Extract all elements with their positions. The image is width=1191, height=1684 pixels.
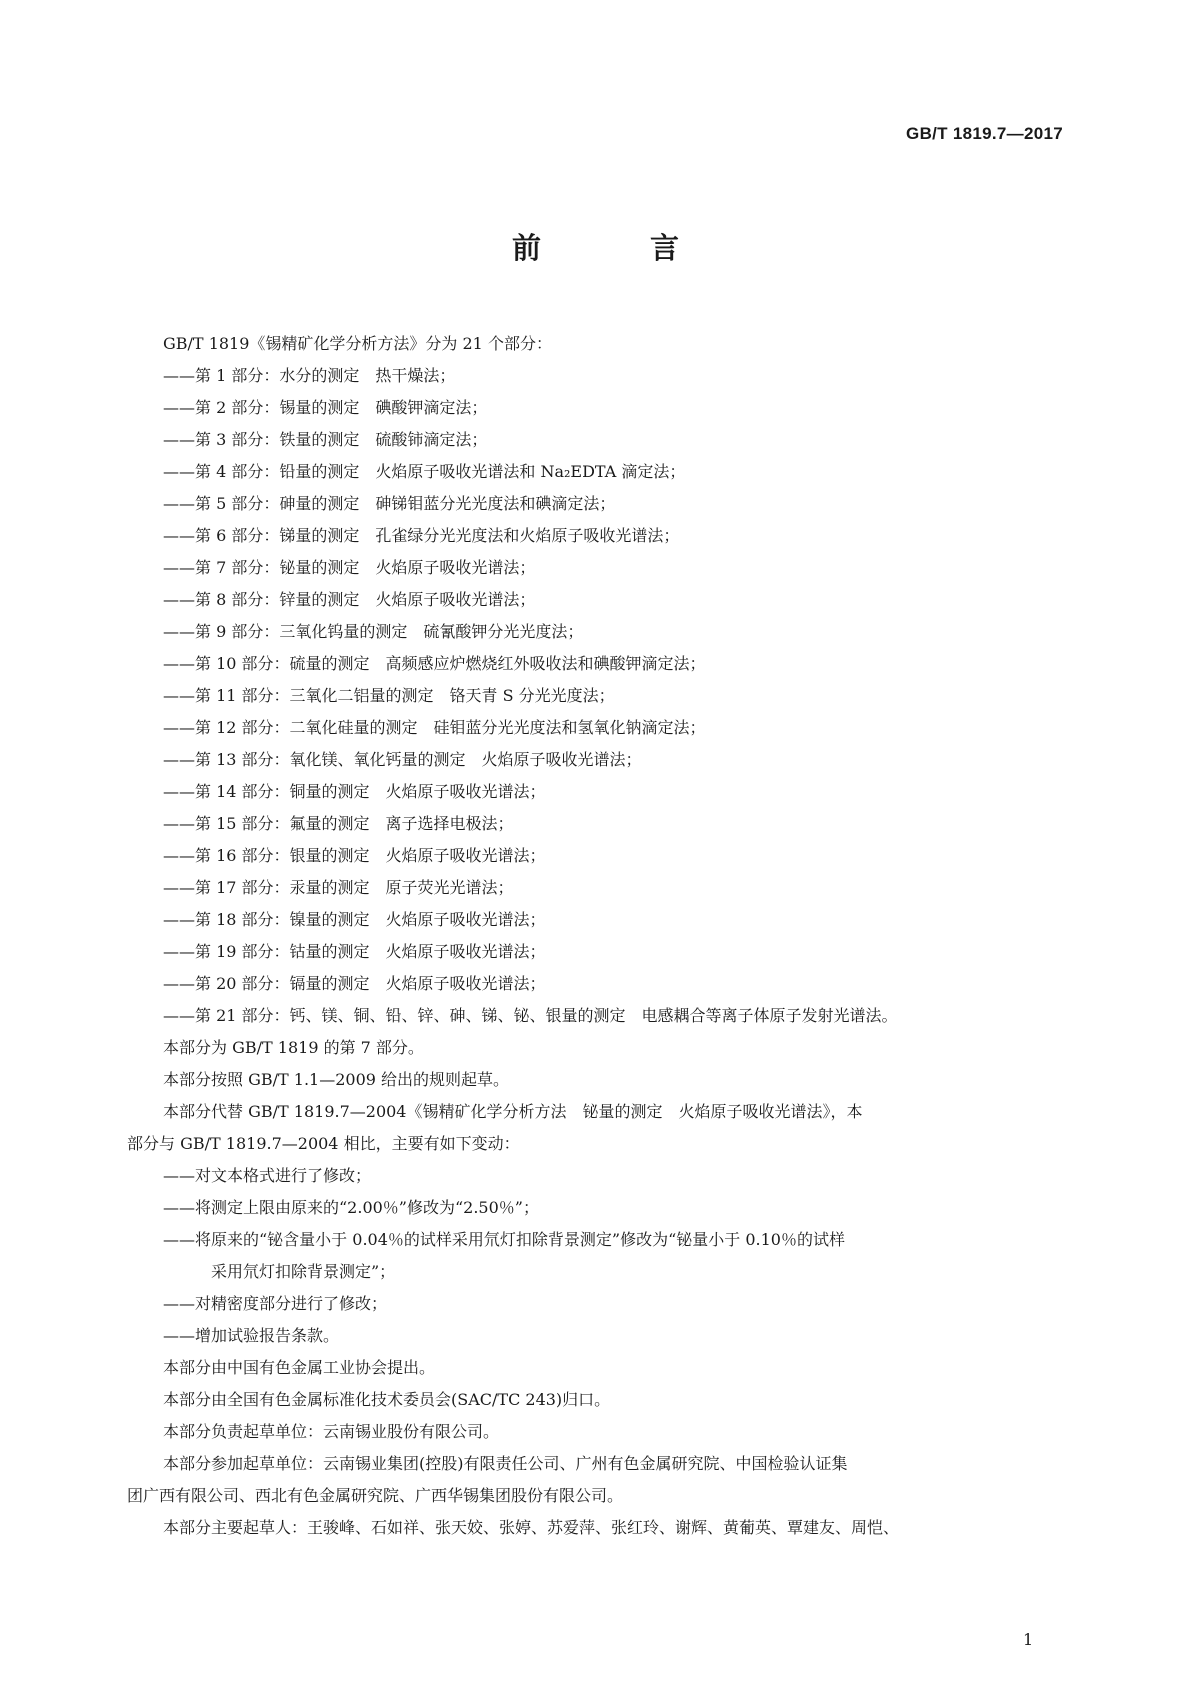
page-number: 1	[1023, 1630, 1034, 1649]
list-item: ——第 4 部分：铅量的测定 火焰原子吸收光谱法和 Na₂EDTA 滴定法；	[163, 462, 686, 481]
list-item: ——第 13 部分：氧化镁、氧化钙量的测定 火焰原子吸收光谱法；	[163, 750, 642, 769]
list-item: ——第 10 部分：硫量的测定 高频感应炉燃烧红外吸收法和碘酸钾滴定法；	[163, 654, 706, 673]
list-item: ——第 19 部分：钴量的测定 火焰原子吸收光谱法；	[163, 942, 546, 961]
standard-code: GB/T 1819.7—2017	[906, 124, 1063, 143]
list-item: ——增加试验报告条款。	[163, 1326, 340, 1345]
list-item: ——第 5 部分：砷量的测定 砷锑钼蓝分光光度法和碘滴定法；	[163, 494, 616, 513]
paragraph-line: 本部分负责起草单位：云南锡业股份有限公司。	[163, 1422, 500, 1441]
list-item: ——第 2 部分：锡量的测定 碘酸钾滴定法；	[163, 398, 488, 417]
list-item: ——第 9 部分：三氧化钨量的测定 硫氰酸钾分光光度法；	[163, 622, 584, 641]
list-item: ——将测定上限由原来的“2.00％”修改为“2.50％”；	[163, 1198, 539, 1217]
list-item: ——对精密度部分进行了修改；	[163, 1294, 388, 1313]
list-item: ——第 11 部分：三氧化二铝量的测定 铬天青 S 分光光度法；	[163, 686, 615, 705]
list-item: ——第 6 部分：锑量的测定 孔雀绿分光光度法和火焰原子吸收光谱法；	[163, 526, 680, 545]
list-item: ——第 18 部分：镍量的测定 火焰原子吸收光谱法；	[163, 910, 546, 929]
list-item: ——第 15 部分：氟量的测定 离子选择电极法；	[163, 814, 514, 833]
list-item: ——第 17 部分：汞量的测定 原子荧光光谱法；	[163, 878, 514, 897]
list-item: ——对文本格式进行了修改；	[163, 1166, 372, 1185]
paragraph-line: 本部分参加起草单位：云南锡业集团(控股)有限责任公司、广州有色金属研究院、中国检验认证集	[163, 1454, 848, 1473]
paragraph-line: 部分与 GB/T 1819.7—2004 相比，主要有如下变动：	[127, 1134, 520, 1153]
list-item: ——将原来的“铋含量小于 0.04％的试样采用氘灯扣除背景测定”修改为“铋量小于 0.10％的试样	[163, 1230, 845, 1249]
list-item: ——第 1 部分：水分的测定 热干燥法；	[163, 366, 456, 385]
paragraph-line: 团广西有限公司、西北有色金属研究院、广西华锡集团股份有限公司。	[127, 1486, 624, 1505]
list-item: ——第 14 部分：铜量的测定 火焰原子吸收光谱法；	[163, 782, 546, 801]
list-item: ——第 21 部分：钙、镁、铜、铅、锌、砷、锑、铋、银量的测定 电感耦合等离子体原子发射光谱法。	[163, 1006, 898, 1025]
page-title: 前 言	[511, 231, 719, 265]
paragraph-line: 本部分主要起草人：王骏峰、石如祥、张天姣、张婷、苏爱萍、张红玲、谢辉、黄葡英、覃建友、周恺、	[163, 1518, 900, 1537]
list-item: ——第 12 部分：二氧化硅量的测定 硅钼蓝分光光度法和氢氧化钠滴定法；	[163, 718, 706, 737]
list-item: ——第 7 部分：铋量的测定 火焰原子吸收光谱法；	[163, 558, 536, 577]
document-body	[127, 328, 1064, 1544]
list-item: ——第 8 部分：锌量的测定 火焰原子吸收光谱法；	[163, 590, 536, 609]
paragraph-line: 本部分按照 GB/T 1.1—2009 给出的规则起草。	[163, 1070, 510, 1089]
paragraph-line: 本部分为 GB/T 1819 的第 7 部分。	[163, 1038, 424, 1057]
paragraph-line: 本部分代替 GB/T 1819.7—2004《锡精矿化学分析方法 铋量的测定 火焰原子吸收光谱法》，本	[163, 1102, 863, 1121]
list-item: ——第 20 部分：镉量的测定 火焰原子吸收光谱法；	[163, 974, 546, 993]
paragraph-line: 本部分由全国有色金属标准化技术委员会(SAC/TC 243)归口。	[163, 1390, 611, 1409]
list-item: ——第 16 部分：银量的测定 火焰原子吸收光谱法；	[163, 846, 546, 865]
list-item: ——第 3 部分：铁量的测定 硫酸铈滴定法；	[163, 430, 488, 449]
list-item-continuation: 采用氘灯扣除背景测定”；	[211, 1262, 396, 1281]
paragraph-line: 本部分由中国有色金属工业协会提出。	[163, 1358, 436, 1377]
paragraph-line: GB/T 1819《锡精矿化学分析方法》分为 21 个部分：	[163, 334, 552, 353]
